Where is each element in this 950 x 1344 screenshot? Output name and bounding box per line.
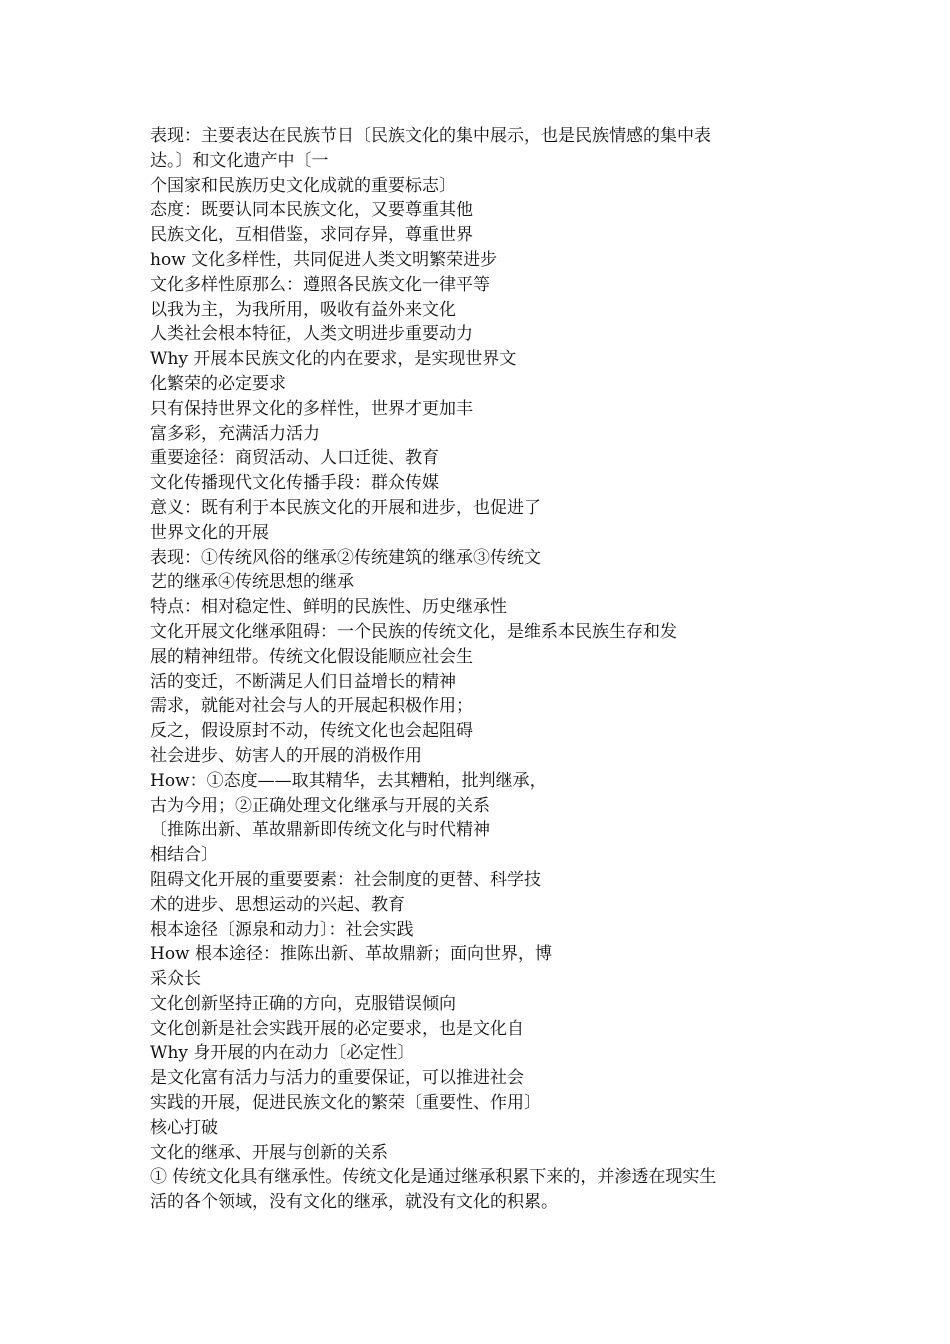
text-line: 文化多样性原那么：遵照各民族文化一律平等 [150, 274, 490, 295]
text-line: 采众长 [150, 969, 201, 990]
text-line: Why 开展本民族文化的内在要求，是实现世界文 [150, 349, 517, 370]
text-line: 反之，假设原封不动，传统文化也会起阻碍 [150, 721, 473, 742]
text-line: 实践的开展，促进民族文化的繁荣〔重要性、作用〕 [150, 1093, 541, 1114]
text-line: 化繁荣的必定要求 [150, 373, 286, 394]
text-line: 根本途径〔源泉和动力〕：社会实践 [150, 919, 414, 940]
text-line: 世界文化的开展 [150, 522, 269, 543]
text-line: 只有保持世界文化的多样性，世界才更加丰 [150, 398, 473, 419]
text-line: How：①态度——取其精华，去其糟粕，批判继承， [150, 770, 547, 791]
text-line: 需求，就能对社会与人的开展起积极作用； [150, 696, 473, 717]
text-line: ① 传统文化具有继承性。传统文化是通过继承积累下来的，并渗透在现实生 [150, 1167, 717, 1188]
text-line: 是文化富有活力与活力的重要保证，可以推进社会 [150, 1068, 524, 1089]
text-line: 个国家和民族历史文化成就的重要标志〕 [150, 175, 456, 196]
text-line: Why 身开展的内在动力〔必定性〕 [150, 1043, 415, 1064]
text-line: 核心打破 [150, 1117, 218, 1138]
text-line: 重要途径：商贸活动、人口迁徙、教育 [150, 448, 439, 469]
text-line: 活的变迁，不断满足人们日益增长的精神 [150, 671, 456, 692]
text-line: 意义：既有利于本民族文化的开展和进步，也促进了 [150, 497, 541, 518]
text-line: 表现：主要表达在民族节日〔民族文化的集中展示，也是民族情感的集中表 [150, 126, 711, 146]
text-line: 表现：①传统风俗的继承②传统建筑的继承③传统文 [150, 547, 541, 568]
text-line: 民族文化，互相借鉴，求同存异，尊重世界 [150, 225, 473, 246]
text-line: 态度：既要认同本民族文化，又要尊重其他 [150, 200, 473, 221]
text-line: 文化传播现代文化传播手段：群众传媒 [150, 473, 439, 494]
text-line: 文化的继承、开展与创新的关系 [150, 1142, 388, 1163]
text-line: 艺的继承④传统思想的继承 [150, 572, 354, 593]
text-line: 〔推陈出新、革故鼎新即传统文化与时代精神 [150, 820, 490, 841]
text-line: 富多彩，充满活力活力 [150, 423, 320, 444]
text-line: 术的进步、思想运动的兴起、教育 [150, 894, 405, 915]
text-line: 社会进步、妨害人的开展的消极作用 [150, 745, 422, 766]
text-line: 文化开展文化继承阻碍：一个民族的传统文化，是维系本民族生存和发 [150, 621, 677, 642]
text-line: 相结合〕 [150, 845, 218, 866]
text-line: 达。〕和文化遗产中〔一 [150, 150, 329, 171]
text-line: How 根本途径：推陈出新、革故鼎新；面向世界，博 [150, 944, 553, 965]
text-line: 展的精神纽带。传统文化假设能顺应社会生 [150, 646, 473, 667]
text-line: 阻碍文化开展的重要要素：社会制度的更替、科学技 [150, 869, 541, 890]
text-line: 文化创新坚持正确的方向，克服错误倾向 [150, 993, 456, 1014]
text-line: 文化创新是社会实践开展的必定要求，也是文化自 [150, 1018, 524, 1039]
text-line: 活的各个领域，没有文化的继承，就没有文化的积累。 [150, 1192, 558, 1213]
document-body [150, 124, 810, 1215]
text-line: 特点：相对稳定性、鲜明的民族性、历史继承性 [150, 597, 507, 618]
text-line: 人类社会根本特征，人类文明进步重要动力 [150, 324, 473, 345]
text-line: 以我为主，为我所用，吸收有益外来文化 [150, 299, 456, 320]
text-line: how 文化多样性，共同促进人类文明繁荣进步 [150, 249, 498, 270]
text-line: 古为今用；②正确处理文化继承与开展的关系 [150, 795, 490, 816]
